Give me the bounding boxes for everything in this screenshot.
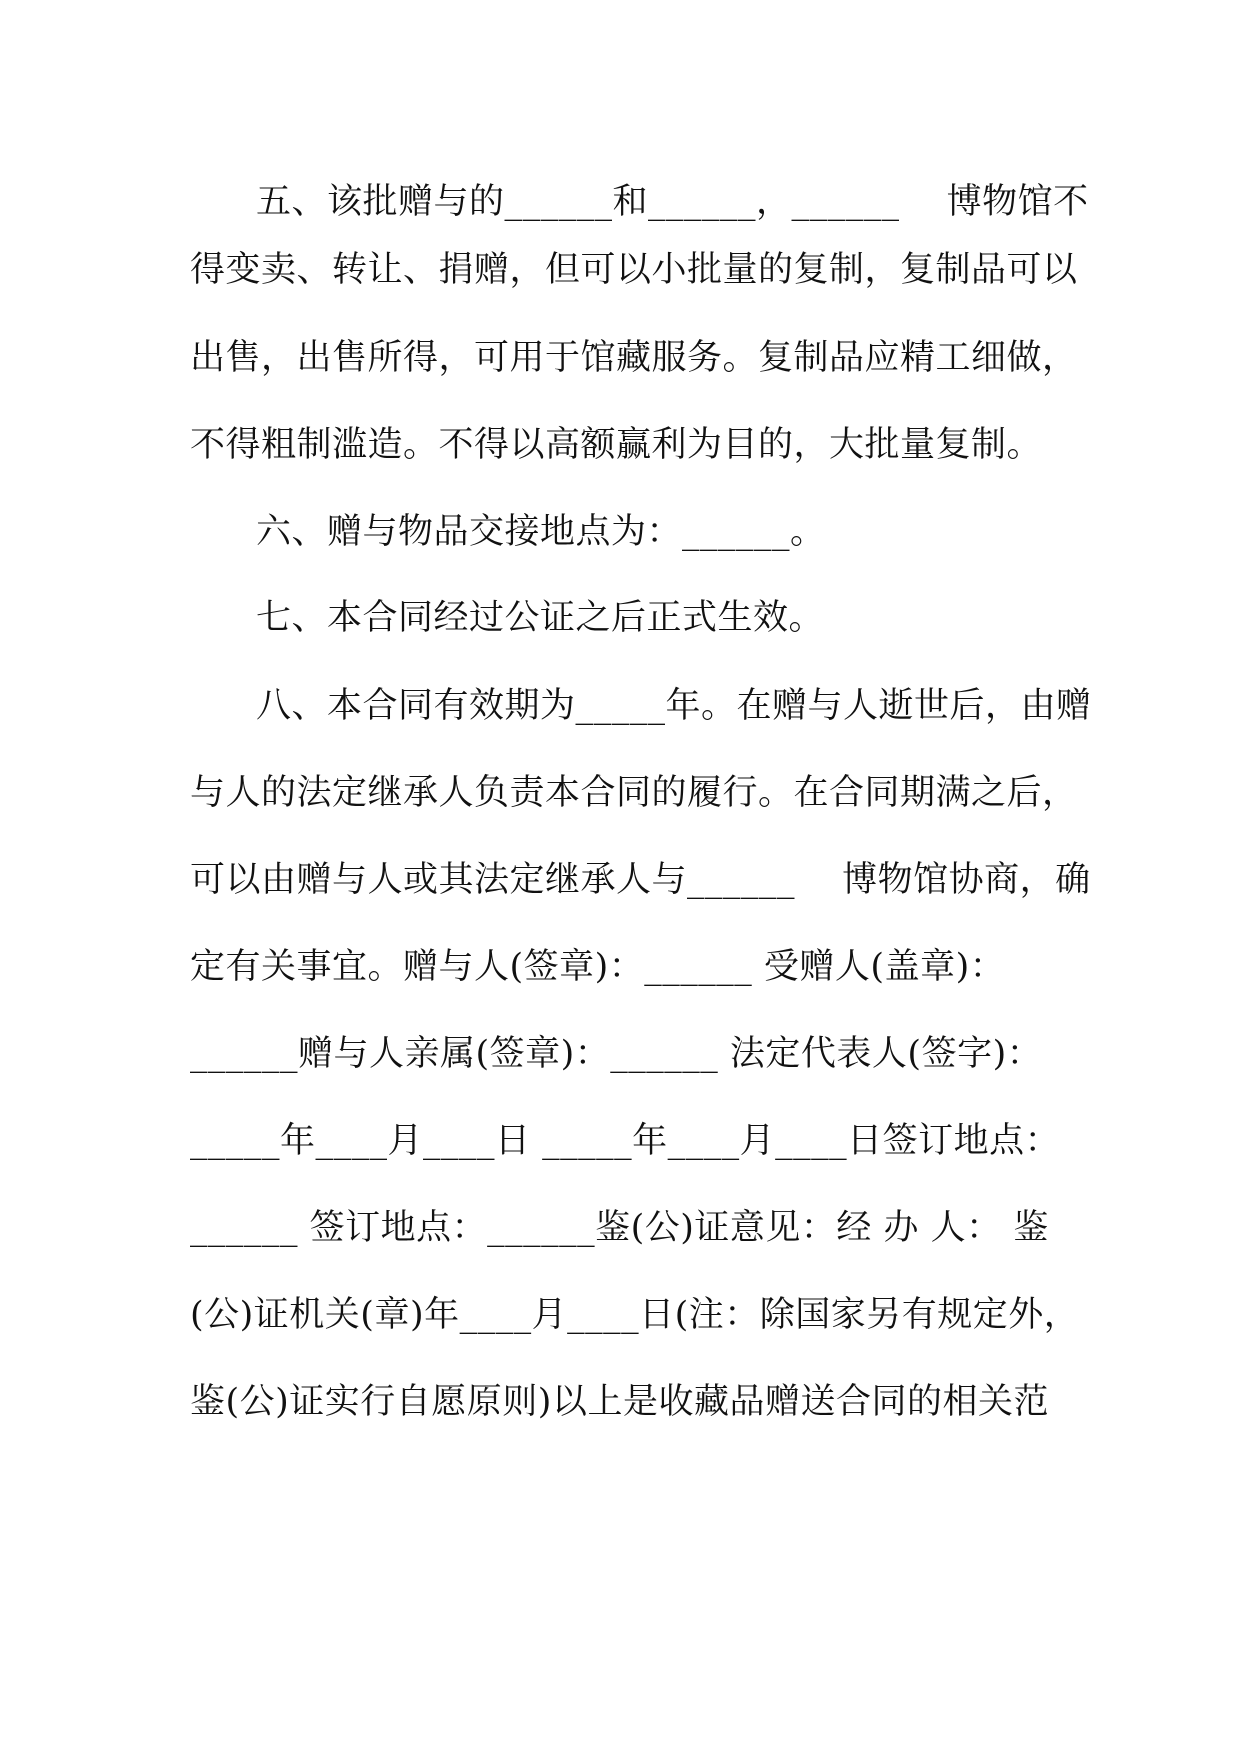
signature-line-2: _____年____月____日 _____年____月____日签订地点： bbox=[190, 1121, 1061, 1161]
paragraph-8-line-2: 与人的法定继承人负责本合同的履行。在合同期满之后， bbox=[190, 773, 1078, 813]
signature-line-1: ______赠与人亲属(签章)：______ 法定代表人(签字)： bbox=[190, 1034, 1043, 1074]
paragraph-5-line-2: 得变卖、转让、捐赠，但可以小批量的复制，复制品可以 bbox=[190, 250, 1078, 290]
paragraph-8-line-3: 可以由赠与人或其法定继承人与______ 博物馆协商，确 bbox=[190, 860, 1091, 900]
paragraph-5-line-3: 出售，出售所得，可用于馆藏服务。复制品应精工细做， bbox=[190, 338, 1078, 378]
paragraph-7: 七、本合同经过公证之后正式生效。 bbox=[256, 598, 825, 638]
paragraph-5-line-4: 不得粗制滥造。不得以高额赢利为目的，大批量复制。 bbox=[190, 425, 1043, 465]
paragraph-8-line-4: 定有关事宜。赠与人(签章)：______ 受赠人(盖章)： bbox=[190, 947, 1006, 987]
paragraph-5-line-1: 五、该批赠与的______和______，______ 博物馆不 bbox=[256, 182, 1089, 222]
signature-line-4: (公)证机关(章)年____月____日(注：除国家另有规定外， bbox=[190, 1295, 1080, 1335]
paragraph-6: 六、赠与物品交接地点为：______。 bbox=[256, 512, 826, 552]
signature-line-3: ______ 签订地点：______鉴(公)证意见：经 办 人： 鉴 bbox=[190, 1208, 1049, 1248]
closing-line: 鉴(公)证实行自愿原则)以上是收藏品赠送合同的相关范 bbox=[190, 1382, 1049, 1422]
paragraph-8-line-1: 八、本合同有效期为_____年。在赠与人逝世后，由赠 bbox=[256, 686, 1092, 726]
